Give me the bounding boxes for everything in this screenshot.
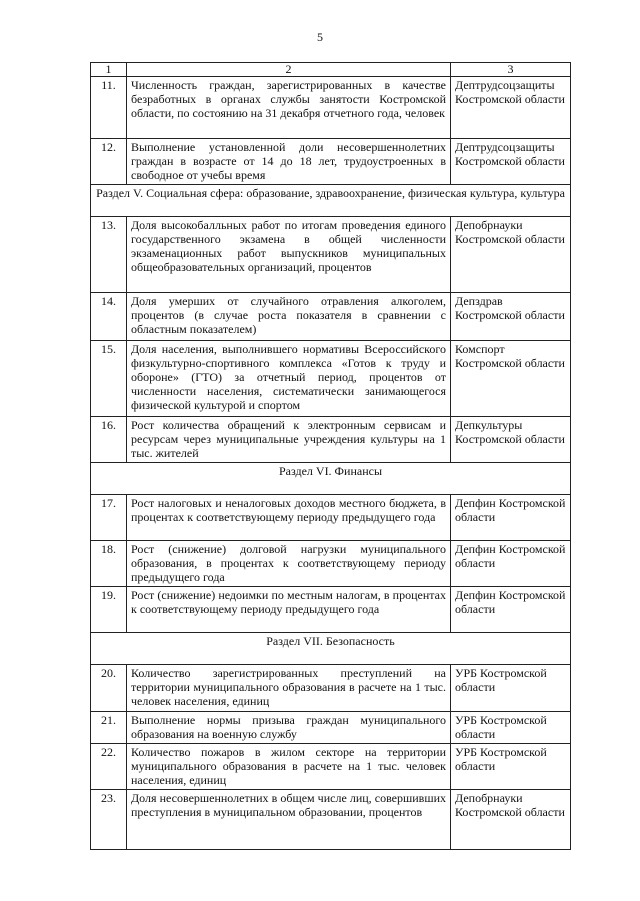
row-number: 14. — [91, 293, 127, 341]
responsible-organization: УРБ Костромской области — [451, 712, 571, 744]
table-row — [91, 790, 571, 850]
indicator-description: Рост (снижение) недоимки по местным налогам, в процентах к соответствующему периоду предыдущего года — [127, 587, 451, 633]
responsible-organization: Депфин Костромской области — [451, 495, 571, 541]
table-row — [91, 541, 571, 587]
row-number: 20. — [91, 665, 127, 712]
row-number: 18. — [91, 541, 127, 587]
row-number: 12. — [91, 139, 127, 185]
indicator-description: Доля населения, выполнившего нормативы Всероссийского физкультурно-спортивного комплекса «Готов к труду и обороне» (ГТО) за отчетный период, процентов от численности населения, систематически занимающегося физической культурой и спортом — [127, 341, 451, 417]
table-row — [91, 217, 571, 293]
indicator-description: Доля высокобалльных работ по итогам проведения единого государственного экзамена в общей численности экзаменационных работ выпускников муниципальных общеобразовательных организаций, процентов — [127, 217, 451, 293]
section-title: Раздел VII. Безопасность — [91, 633, 571, 665]
row-number: 17. — [91, 495, 127, 541]
table-row — [91, 77, 571, 139]
indicator-description: Численность граждан, зарегистрированных в качестве безработных в органах службы занятости Костромской области, по состоянию на 31 декабря отчетного года, человек — [127, 77, 451, 139]
header-col-1: 1 — [91, 63, 127, 77]
responsible-organization: Депфин Костромской области — [451, 541, 571, 587]
table-row — [91, 744, 571, 790]
responsible-organization: Депобрнауки Костромской области — [451, 217, 571, 293]
responsible-organization: Депобрнауки Костромской области — [451, 790, 571, 850]
table-row — [91, 293, 571, 341]
indicator-description: Выполнение нормы призыва граждан муниципального образования на военную службу — [127, 712, 451, 744]
row-number: 16. — [91, 417, 127, 463]
indicator-description: Количество пожаров в жилом секторе на территории муниципального образования в расчете на 1 тыс. человек населения, единиц — [127, 744, 451, 790]
responsible-organization: Комспорт Костромской области — [451, 341, 571, 417]
table-row — [91, 495, 571, 541]
table-header-row — [91, 63, 571, 77]
indicator-description: Количество зарегистрированных преступлений на территории муниципального образования в расчете на 1 тыс. человек населения, единиц — [127, 665, 451, 712]
row-number: 19. — [91, 587, 127, 633]
row-number: 23. — [91, 790, 127, 850]
responsible-organization: Депкультуры Костромской области — [451, 417, 571, 463]
row-number: 13. — [91, 217, 127, 293]
table-row — [91, 587, 571, 633]
responsible-organization: УРБ Костромской области — [451, 744, 571, 790]
header-col-2: 2 — [127, 63, 451, 77]
section-row — [91, 633, 571, 665]
indicators-table — [90, 62, 571, 850]
row-number: 22. — [91, 744, 127, 790]
table-row — [91, 665, 571, 712]
table-row — [91, 417, 571, 463]
section-title: Раздел V. Социальная сфера: образование, здравоохранение, физическая культура, культура — [91, 185, 571, 217]
section-title: Раздел VI. Финансы — [91, 463, 571, 495]
indicator-description: Рост налоговых и неналоговых доходов местного бюджета, в процентах к соответствующему периоду предыдущего года — [127, 495, 451, 541]
table-row — [91, 712, 571, 744]
header-col-3: 3 — [451, 63, 571, 77]
indicator-description: Рост (снижение) долговой нагрузки муниципального образования, в процентах к соответствующему периоду предыдущего года — [127, 541, 451, 587]
responsible-organization: Дептрудсоцзащиты Костромской области — [451, 139, 571, 185]
table-row — [91, 341, 571, 417]
section-row — [91, 185, 571, 217]
indicator-description: Выполнение установленной доли несовершеннолетних граждан в возрасте от 14 до 18 лет, трудоустроенных в свободное от учебы время — [127, 139, 451, 185]
page-number: 5 — [317, 30, 323, 44]
row-number: 11. — [91, 77, 127, 139]
responsible-organization: УРБ Костромской области — [451, 665, 571, 712]
row-number: 21. — [91, 712, 127, 744]
responsible-organization: Депздрав Костромской области — [451, 293, 571, 341]
indicator-description: Доля несовершеннолетних в общем числе лиц, совершивших преступления в муниципальном образовании, процентов — [127, 790, 451, 850]
section-row — [91, 463, 571, 495]
responsible-organization: Дептрудсоцзащиты Костромской области — [451, 77, 571, 139]
row-number: 15. — [91, 341, 127, 417]
indicator-description: Рост количества обращений к электронным сервисам и ресурсам через муниципальные учреждения культуры на 1 тыс. жителей — [127, 417, 451, 463]
indicator-description: Доля умерших от случайного отравления алкоголем, процентов (в случае роста показателя в сравнении с областным показателем) — [127, 293, 451, 341]
table-row — [91, 139, 571, 185]
responsible-organization: Депфин Костромской области — [451, 587, 571, 633]
